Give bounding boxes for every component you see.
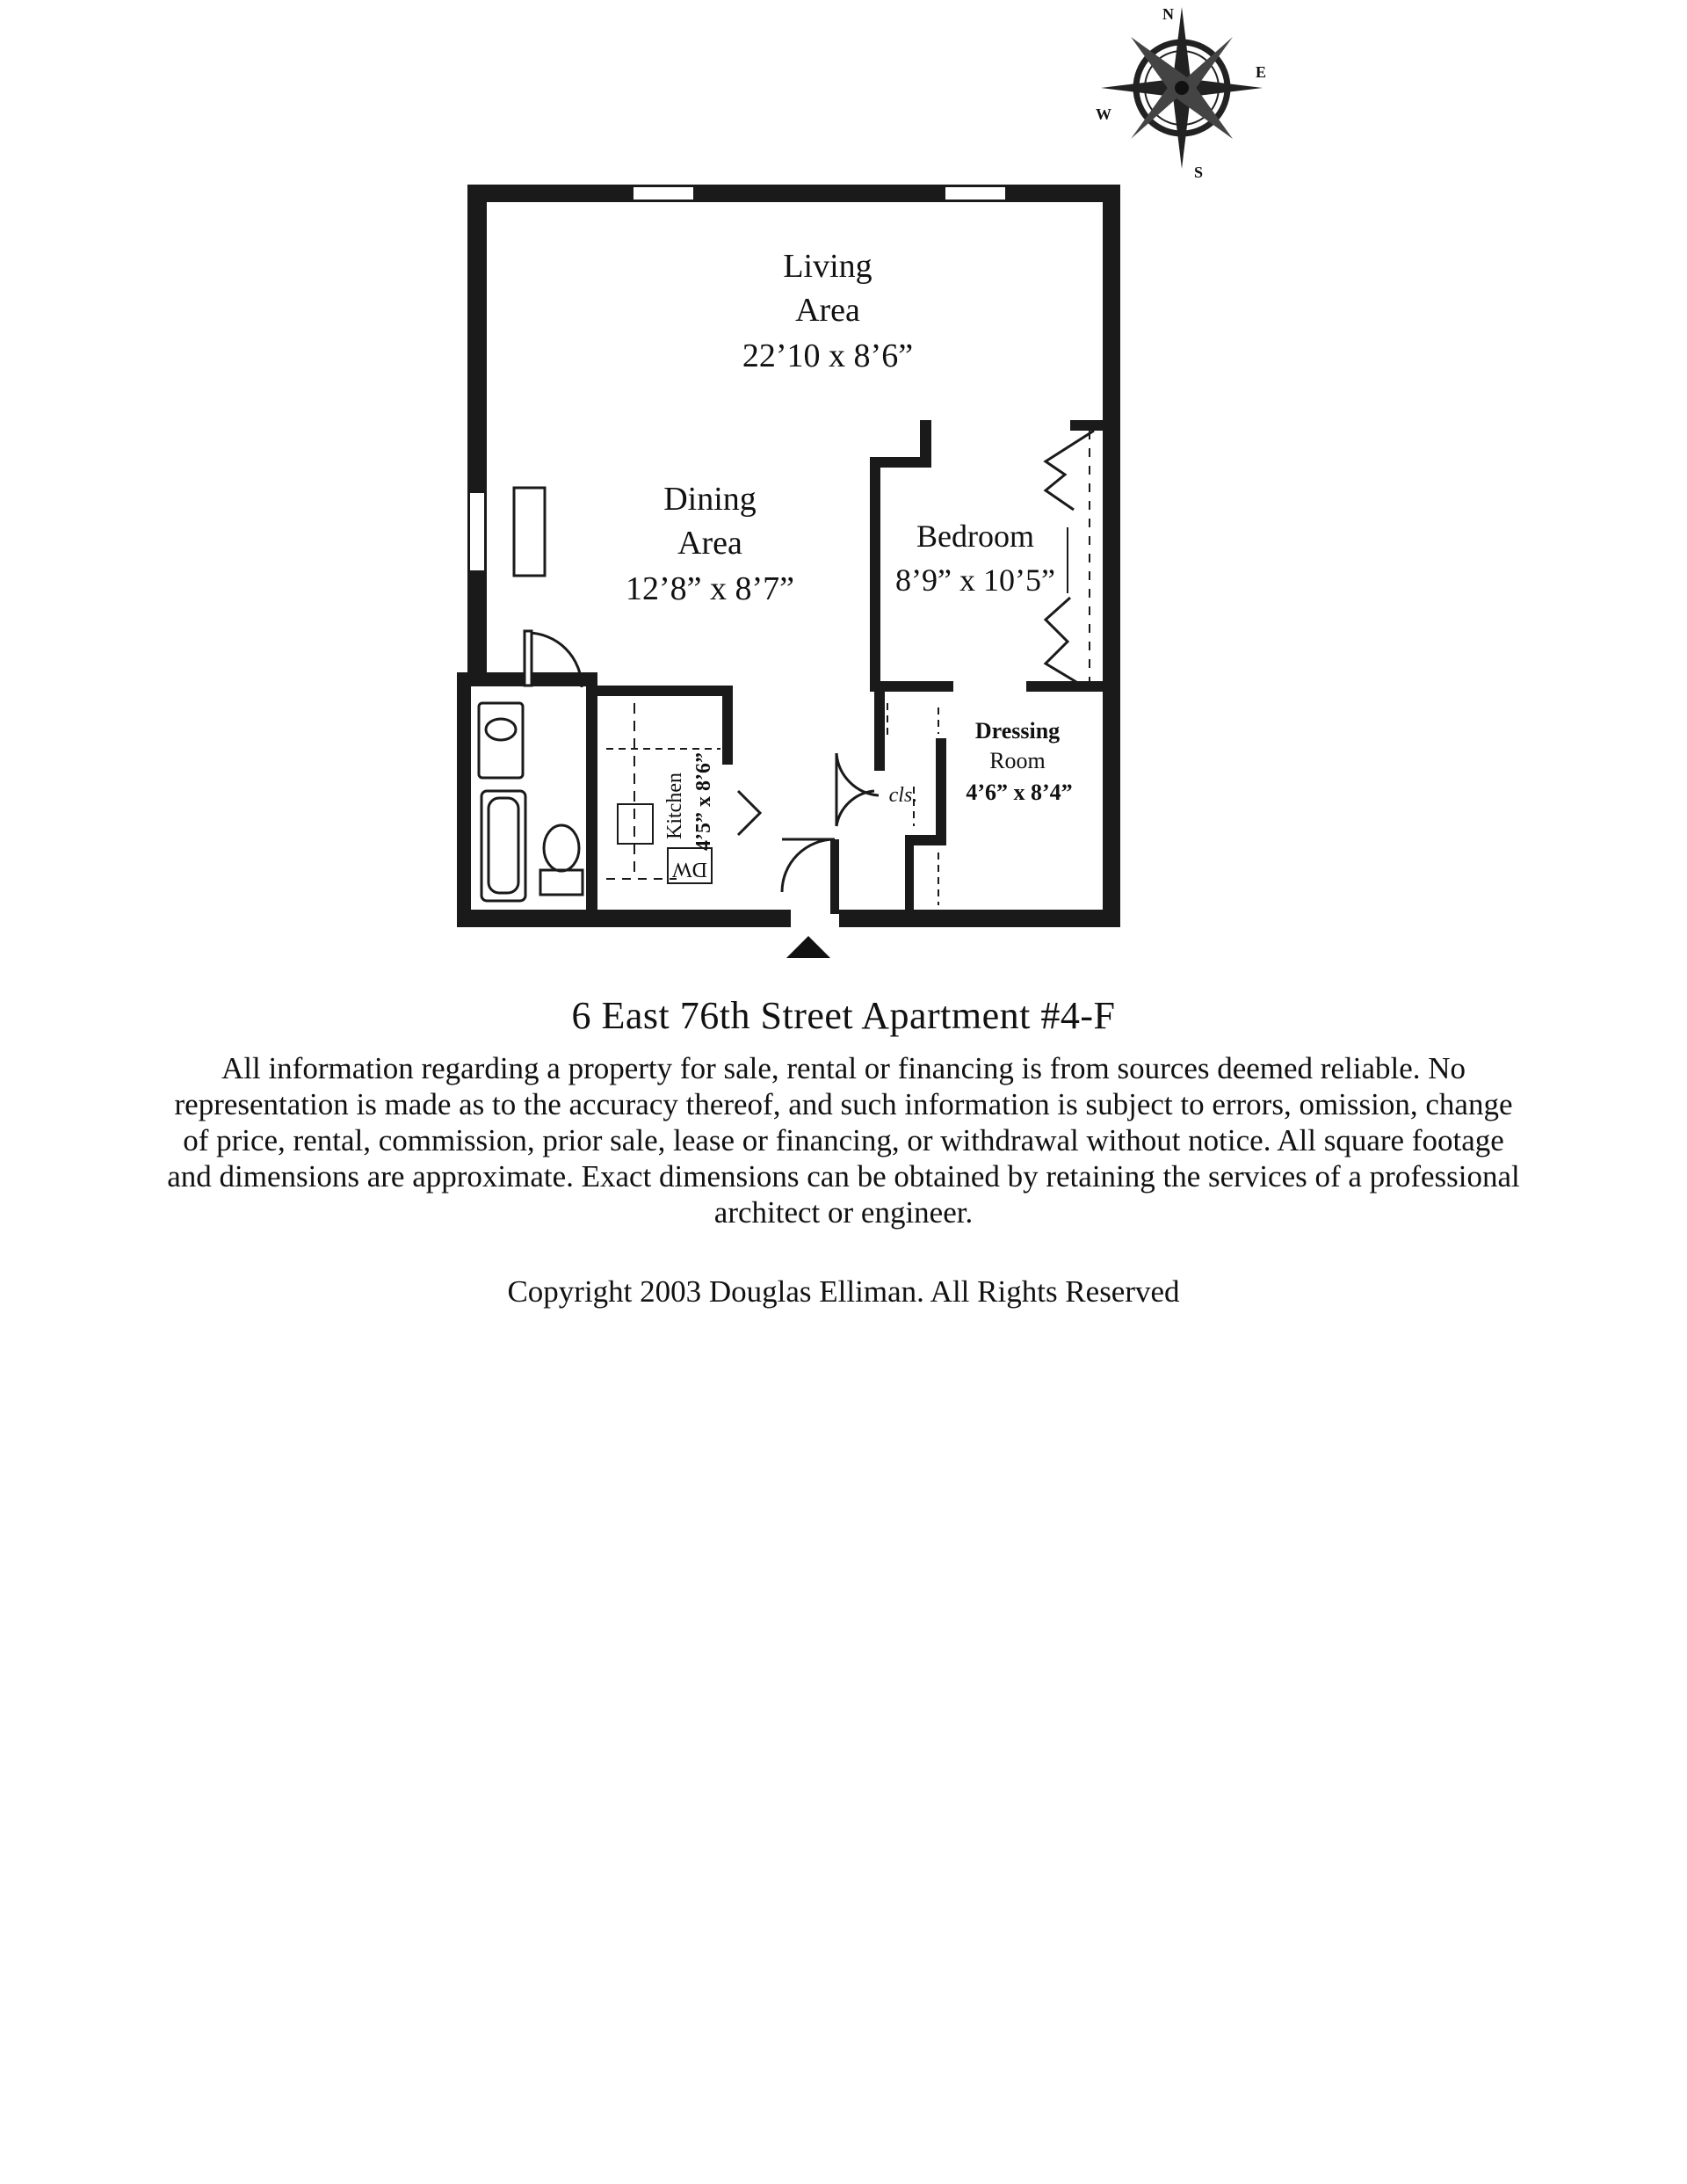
window-frame (514, 488, 545, 576)
wardrobe (887, 431, 1094, 905)
dressing-name-line1: Dressing (974, 718, 1061, 744)
bathroom-fixtures (479, 703, 583, 901)
living-name-line2: Area (795, 292, 860, 329)
living-name-line1: Living (783, 248, 872, 285)
compass-n-label: N (1162, 5, 1174, 23)
kitchen-dims: 4’5” x 8’6” (692, 752, 715, 851)
dressing-name-line2: Room (989, 748, 1046, 773)
dining-name-line1: Dining (663, 481, 757, 518)
compass-e-label: E (1256, 63, 1267, 81)
floor-plan (0, 0, 1687, 984)
dining-name-line2: Area (677, 525, 742, 562)
compass-s-label: S (1194, 163, 1204, 181)
kitchen-name: Kitchen (663, 773, 686, 839)
living-dims: 22’10 x 8’6” (742, 337, 914, 374)
compass-rose-icon (1096, 5, 1266, 181)
entry-arrow-icon (786, 936, 830, 958)
walls (457, 185, 1120, 927)
compass-w-label: W (1096, 105, 1111, 123)
dressing-dims: 4’6” x 8’4” (966, 780, 1073, 805)
room-labels (626, 248, 1073, 881)
dining-dims: 12’8” x 8’7” (625, 570, 795, 607)
bedroom-dims: 8’9” x 10’5” (895, 562, 1055, 598)
disclaimer-text: All information regarding a property for sale, rental or financing is from sources deemed reliable. No representation is made as to the accuracy thereof, and such information is subject to errors, omission, change of price, rental, commission, prior sale, lease or financing, or withdrawal without notice. All square footage and dimensions are approximate. Exact dimensions can be obtained by retaining the services of a professional architect or engineer. (167, 1051, 1520, 1230)
dishwasher-label: DW (672, 858, 707, 881)
page-title: 6 East 76th Street Apartment #4-F (571, 994, 1116, 1037)
closet-label: cls. (888, 784, 918, 807)
bedroom-name: Bedroom (916, 519, 1034, 554)
copyright-text: Copyright 2003 Douglas Elliman. All Rights Reserved (507, 1274, 1180, 1309)
